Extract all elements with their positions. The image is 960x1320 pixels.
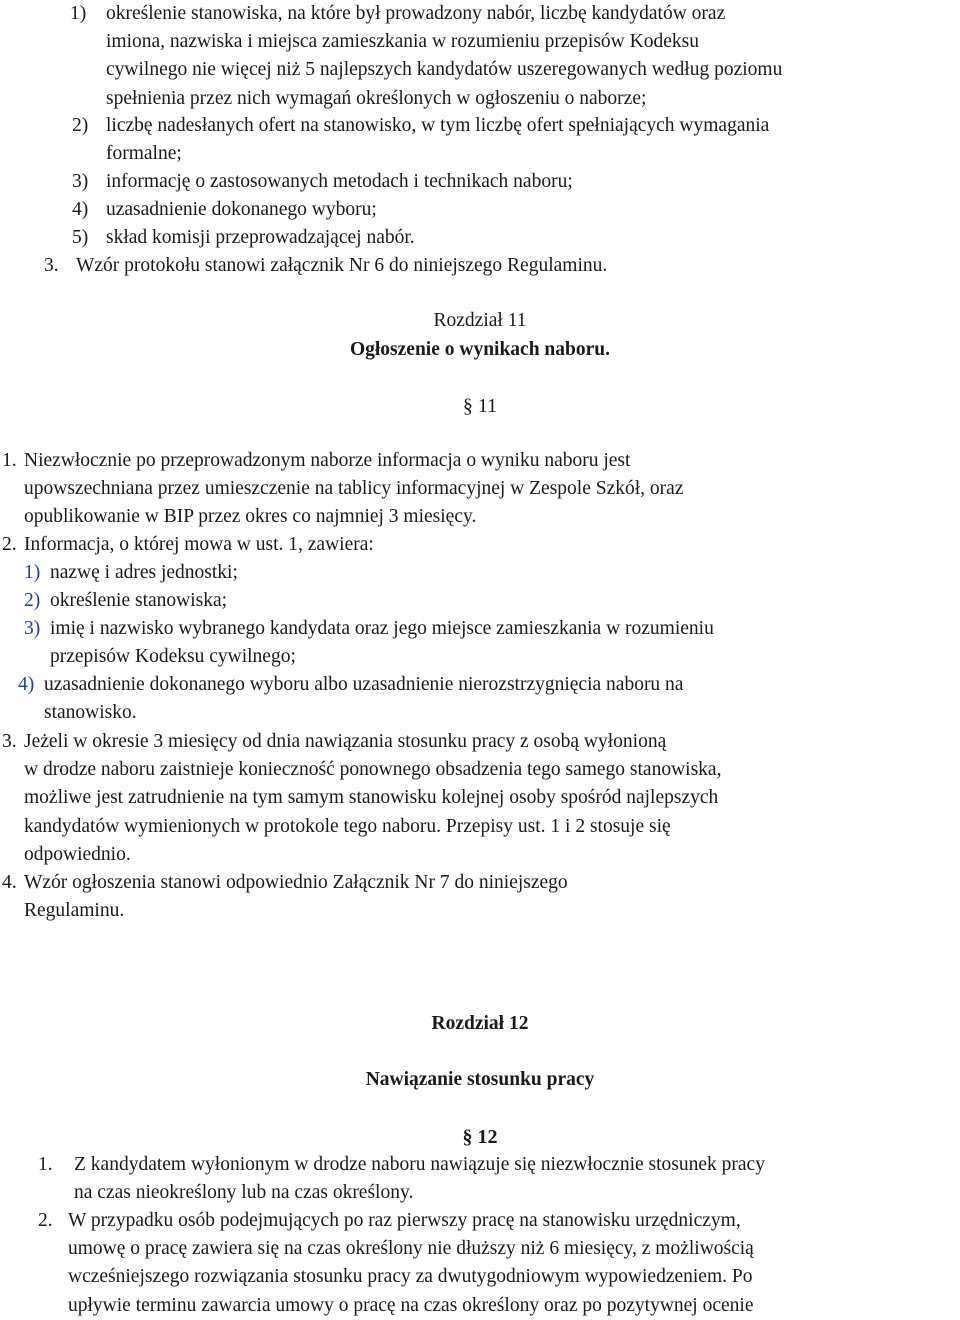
text-line: wcześniejszego rozwiązania stosunku pracy za dwutygodniowym wypowiedzeniem. Po — [68, 1266, 753, 1288]
text-line: formalne; — [106, 143, 182, 165]
point-text — [24, 728, 721, 869]
text-line: możliwe jest zatrudnienie na tym samym stanowisku kolejnej osoby spośród najlepszych — [24, 787, 719, 809]
point-text — [74, 1151, 765, 1207]
text-line: na czas nieokreślony lub na czas określony. — [74, 1182, 414, 1204]
chapter-heading: Rozdział 12 — [431, 1013, 529, 1034]
list-item-text: skład komisji przeprowadzającej nabór. — [106, 227, 415, 248]
text-line: Jeżeli w okresie 3 miesięcy od dnia nawiązania stosunku pracy z osobą wyłonioną — [24, 731, 667, 752]
sublist-text: nazwę i adres jednostki; — [50, 562, 238, 583]
list-item-number: 4) — [72, 199, 89, 220]
list-item-number: 2) — [72, 115, 89, 136]
point-number: 2. — [2, 534, 17, 555]
text-line: imiona, nazwiska i miejsca zamieszkania w rozumieniu przepisów Kodeksu — [106, 31, 699, 53]
text-line: uzasadnienie dokonanego wyboru albo uzasadnienie nierozstrzygnięcia naboru na — [44, 674, 684, 695]
list-item-number: 5) — [72, 227, 89, 248]
point-number: 1. — [38, 1154, 53, 1175]
text-line: kandydatów wymienionych w protokole tego naboru. Przepisy ust. 1 i 2 stosuje się — [24, 815, 671, 837]
point-number: 1. — [2, 450, 17, 471]
sublist-number: 4) — [18, 674, 35, 695]
text-line: Niezwłocznie po przeprowadzonym naborze informacja o wyniku naboru jest — [24, 450, 631, 471]
point-text: Informacja, o której mowa w ust. 1, zawiera: — [24, 534, 374, 555]
list-item-text: informację o zastosowanych metodach i technikach naboru; — [106, 171, 573, 192]
point-number: 2. — [38, 1210, 53, 1231]
text-line: imię i nazwisko wybranego kandydata oraz jego miejsce zamieszkania w rozumieniu — [50, 618, 714, 639]
text-line: Wzór ogłoszenia stanowi odpowiednio Załącznik Nr 7 do niniejszego — [24, 872, 568, 893]
text-line: opublikowanie w BIP przez okres co najmniej 3 miesięcy. — [24, 506, 477, 528]
chapter-heading: Rozdział 11 — [433, 310, 527, 331]
text-line: W przypadku osób podejmujących po raz pierwszy pracę na stanowisku urzędniczym, — [68, 1210, 741, 1231]
list-item-text: uzasadnienie dokonanego wyboru; — [106, 199, 377, 220]
point-text — [24, 447, 683, 532]
chapter-title: Nawiązanie stosunku pracy — [365, 1069, 595, 1090]
text-line: stanowisko. — [44, 702, 137, 724]
sublist-text: określenie stanowiska; — [50, 590, 228, 611]
text-line: Regulaminu. — [24, 900, 125, 922]
text-line: w drodze naboru zaistnieje konieczność ponownego obsadzenia tego samego stanowiska, — [24, 759, 722, 781]
list-item-number: 3) — [72, 171, 89, 192]
chapter-title: Ogłoszenie o wynikach naboru. — [349, 339, 611, 360]
point-text — [24, 869, 568, 925]
list-item-number: 1) — [70, 3, 87, 24]
text-line: upowszechniana przez umieszczenie na tablicy informacyjnej w Zespole Szkół, oraz — [24, 478, 684, 500]
text-line: spełnienia przez nich wymagań określonych w ogłoszeniu o naborze; — [106, 87, 647, 109]
point-number: 3. — [44, 255, 59, 276]
sublist-text — [44, 671, 683, 727]
paragraph-sign: § 11 — [462, 395, 498, 417]
point-number: 3. — [2, 731, 17, 752]
text-line: upływie terminu zawarcia umowy o pracę na czas określony oraz po pozytywnej ocenie — [68, 1294, 754, 1316]
text-line: określenie stanowiska, na które był prowadzony nabór, liczbę kandydatów oraz — [106, 3, 726, 24]
point-text: Wzór protokołu stanowi załącznik Nr 6 do niniejszego Regulaminu. — [76, 255, 608, 276]
text-line: przepisów Kodeksu cywilnego; — [50, 646, 296, 668]
sublist-number: 3) — [24, 618, 41, 639]
text-line: Z kandydatem wyłonionym w drodze naboru nawiązuje się niezwłocznie stosunek pracy — [74, 1154, 765, 1175]
text-line: odpowiednio. — [24, 843, 131, 865]
text-line: cywilnego nie więcej niż 5 najlepszych kandydatów uszeregowanych według poziomu — [106, 59, 783, 81]
point-text — [68, 1207, 754, 1320]
list-item-text — [106, 112, 769, 168]
text-line: liczbę nadesłanych ofert na stanowisko, w tym liczbę ofert spełniających wymagania — [106, 115, 770, 136]
sublist-text — [50, 615, 714, 671]
sublist-number: 2) — [24, 590, 41, 611]
paragraph-sign: § 12 — [462, 1126, 498, 1148]
text-line: umowę o pracę zawiera się na czas określony nie dłuższy niż 6 miesięcy, z możliwością — [68, 1238, 754, 1260]
list-item-text — [106, 0, 782, 113]
point-number: 4. — [2, 872, 17, 893]
sublist-number: 1) — [24, 562, 41, 583]
